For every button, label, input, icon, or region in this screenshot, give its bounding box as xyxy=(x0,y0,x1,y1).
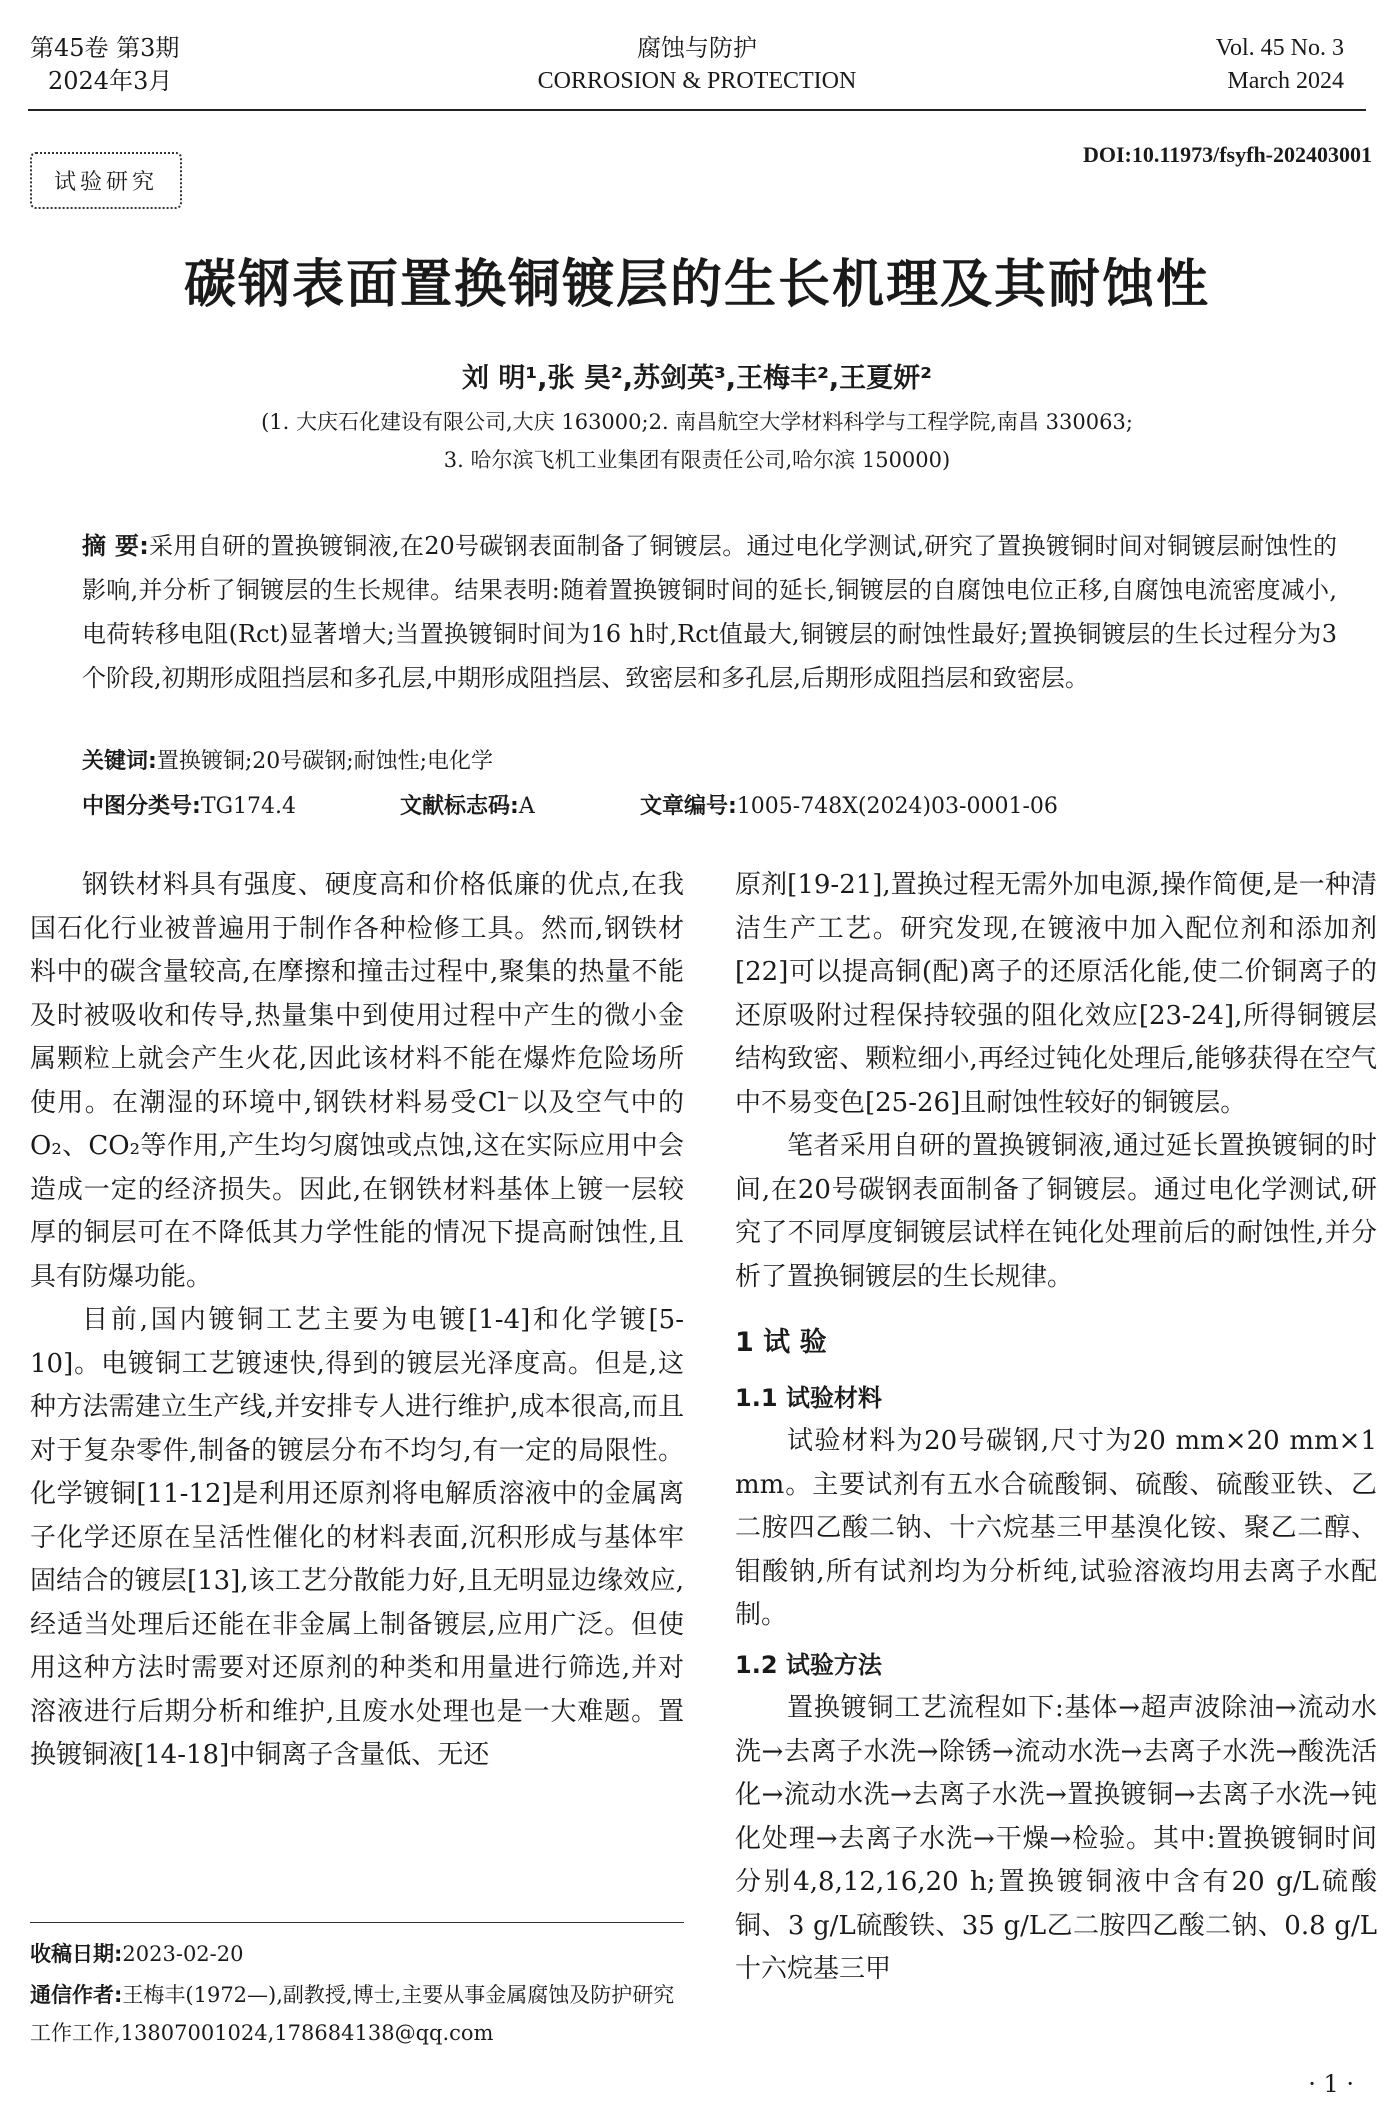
body-left-column xyxy=(30,864,684,1778)
clc-value: TG174.4 xyxy=(200,794,297,819)
subsection-heading-1-1: 1.1 试验材料 xyxy=(735,1383,882,1412)
header-rule xyxy=(28,109,1366,111)
affiliation-line-2: 3. 哈尔滨飞机工业集团有限责任公司,哈尔滨 150000) xyxy=(443,448,951,472)
keywords xyxy=(82,743,493,781)
classification xyxy=(82,788,1058,826)
abstract xyxy=(82,524,1337,700)
body-paragraph-5: 试验材料为20号碳钢,尺寸为20 mm×20 mm×1 mm。主要试剂有五水合硫酸铜、硫酸、硫酸亚铁、乙二胺四乙酸二钠、十六烷基三甲基溴化铵、聚乙二醇、钼酸钠,所有试剂均为分析纯,试验溶液均用去离子水配制。 xyxy=(735,1426,1377,1630)
subsection-heading-1-2: 1.2 试验方法 xyxy=(735,1650,882,1679)
doc-code-value: A xyxy=(518,794,535,819)
body-paragraph-3: 原剂[19-21],置换过程无需外加电源,操作简便,是一种清洁生产工艺。研究发现,在镀液中加入配位剂和添加剂[22]可以提高铜(配)离子的还原活化能,使二价铜离子的还原吸附过程保持较强的阻化效应[23-24],所得铜镀层结构致密、颗粒细小,再经过钝化处理后,能够获得在空气中不易变色[25-26]且耐蚀性较好的铜镀层。 xyxy=(735,870,1377,1118)
body-right-column xyxy=(735,864,1377,1992)
journal-name-en: CORROSION & PROTECTION xyxy=(537,68,857,94)
header-date-en: March 2024 xyxy=(1227,68,1344,94)
keywords-text: 置换镀铜;20号碳钢;耐蚀性;电化学 xyxy=(156,749,494,774)
article-id-label: 文章编号: xyxy=(640,794,737,819)
header-journal xyxy=(0,32,1394,98)
received-label: 收稿日期: xyxy=(30,1942,123,1966)
affiliation-line-1: (1. 大庆石化建设有限公司,大庆 163000;2. 南昌航空大学材料科学与工程学院,南昌 330063; xyxy=(261,410,1133,434)
journal-name-cn: 腐蚀与防护 xyxy=(637,34,757,62)
article-title: 碳钢表面置换铜镀层的生长机理及其耐蚀性 xyxy=(183,255,1210,315)
keywords-label: 关键词: xyxy=(82,749,157,774)
doi[interactable]: DOI:10.11973/fsyfh-202403001 xyxy=(1082,142,1372,167)
footnote-rule xyxy=(30,1922,684,1923)
author-label: 通信作者: xyxy=(30,1983,123,2007)
header-vol-en: Vol. 45 No. 3 xyxy=(1215,35,1344,61)
article-id-value: 1005-748X(2024)03-0001-06 xyxy=(736,794,1058,819)
authors: 刘 明¹,张 昊²,苏剑英³,王梅丰²,王夏妍² xyxy=(462,363,932,394)
author-value: 王梅丰(1972—),副教授,博士,主要从事金属腐蚀及防护研究工作工作,13807001024,178684138@qq.com xyxy=(30,1983,675,2045)
body-paragraph-1: 钢铁材料具有强度、硬度高和价格低廉的优点,在我国石化行业被普遍用于制作各种检修工具。然而,钢铁材料中的碳含量较高,在摩擦和撞击过程中,聚集的热量不能及时被吸收和传导,热量集中到使用过程中产生的微小金属颗粒上就会产生火花,因此该材料不能在爆炸危险场所使用。在潮湿的环境中,钢铁材料易受Cl⁻以及空气中的O₂、CO₂等作用,产生均匀腐蚀或点蚀,这在实际应用中会造成一定的经济损失。因此,在钢铁材料基体上镀一层较厚的铜层可在不降低其力学性能的情况下提高耐蚀性,且具有防爆功能。 xyxy=(30,870,684,1292)
abstract-label: 摘 要: xyxy=(82,532,149,560)
received-value: 2023-02-20 xyxy=(122,1942,244,1966)
doc-code-label: 文献标志码: xyxy=(400,794,519,819)
corresponding-author xyxy=(30,1976,684,2052)
page-number: · 1 · xyxy=(1308,2070,1354,2098)
header-date-cn: 2024年3月 xyxy=(48,67,173,95)
abstract-text: 采用自研的置换镀铜液,在20号碳钢表面制备了铜镀层。通过电化学测试,研究了置换镀铜时间对铜镀层耐蚀性的影响,并分析了铜镀层的生长规律。结果表明:随着置换镀铜时间的延长,铜镀层的自腐蚀电位正移,自腐蚀电流密度减小,电荷转移电阻(Rct)显著增大;当置换镀铜时间为16 h时,Rct值最大,铜镀层的耐蚀性最好;置换铜镀层的生长过程分为3个阶段,初期形成阻挡层和多孔层,中期形成阻挡层、致密层和多孔层,后期形成阻挡层和致密层。 xyxy=(82,532,1338,692)
header-volume-en xyxy=(1216,32,1344,98)
body-paragraph-6: 置换镀铜工艺流程如下:基体→超声波除油→流动水洗→去离子水洗→除锈→流动水洗→去离子水洗→酸洗活化→流动水洗→去离子水洗→置换镀铜→去离子水洗→钝化处理→去离子水洗→干燥→检验。其中:置换镀铜时间分别4,8,12,16,20 h;置换镀铜液中含有20 g/L硫酸铜、3 g/L硫酸铁、35 g/L乙二胺四乙酸二钠、0.8 g/L十六烷基三甲 xyxy=(735,1693,1377,1984)
received-date xyxy=(30,1935,684,1973)
body-paragraph-4: 笔者采用自研的置换镀铜液,通过延长置换镀铜的时间,在20号碳钢表面制备了铜镀层。通过电化学测试,研究了不同厚度铜镀层试样在钝化处理前后的耐蚀性,并分析了置换铜镀层的生长规律。 xyxy=(735,1131,1377,1292)
section-heading-1: 1 试 验 xyxy=(735,1327,827,1358)
header-vol-cn: 第45卷 第3期 xyxy=(30,34,180,62)
clc-label: 中图分类号: xyxy=(82,794,201,819)
body-paragraph-2: 目前,国内镀铜工艺主要为电镀[1-4]和化学镀[5-10]。电镀铜工艺镀速快,得到的镀层光泽度高。但是,这种方法需建立生产线,并安排专人进行维护,成本很高,而且对于复杂零件,制备的镀层分布不均匀,有一定的局限性。化学镀铜[11-12]是利用还原剂将电解质溶液中的金属离子化学还原在呈活性催化的材料表面,沉积形成与基体牢固结合的镀层[13],该工艺分散能力好,且无明显边缘效应,经适当处理后还能在非金属上制备镀层,应用广泛。但使用这种方法时需要对还原剂的种类和用量进行筛选,并对溶液进行后期分析和维护,且废水处理也是一大难题。置换镀铜液[14-18]中铜离子含量低、无还 xyxy=(30,1305,684,1770)
category-badge: 试验研究 xyxy=(30,152,182,209)
